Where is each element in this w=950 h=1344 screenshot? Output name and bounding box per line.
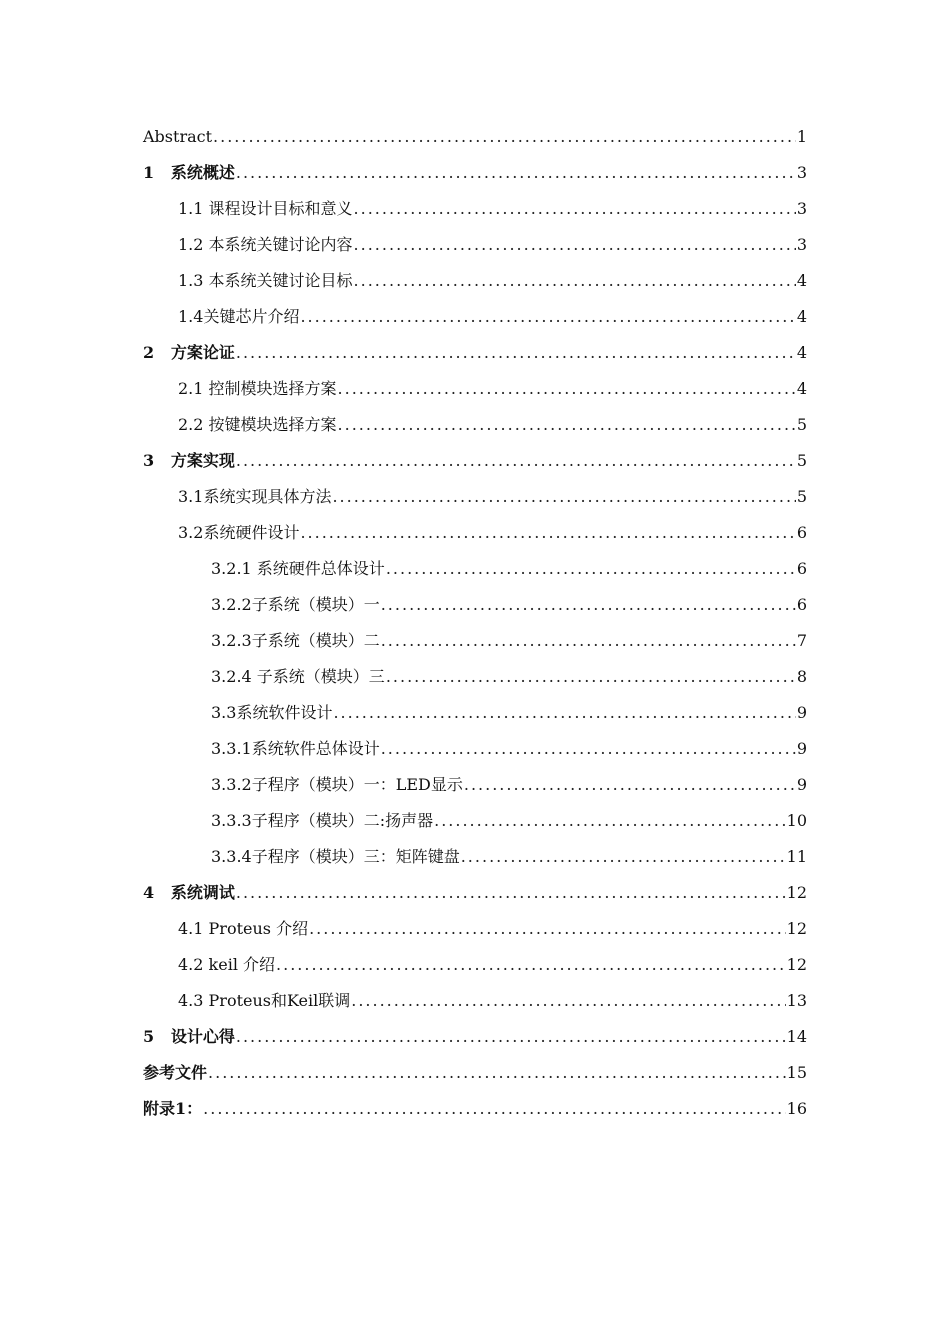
toc-entry-page: 5 [796,451,807,470]
toc-entry-title: 4.1 Proteus 介绍 [178,919,309,938]
toc-entry[interactable] [143,479,807,515]
toc-dot-leader [276,947,786,983]
toc-entry-title: 3.2.1 系统硬件总体设计 [211,559,385,578]
toc-entry[interactable] [143,731,807,767]
toc-entry[interactable] [143,587,807,623]
toc-dot-leader [338,407,796,443]
toc-entry-title: 2.1 控制模块选择方案 [178,379,337,398]
toc-entry[interactable] [143,623,807,659]
toc-dot-leader [236,335,796,371]
toc-entry-page: 4 [796,379,807,398]
toc-dot-leader [381,587,796,623]
toc-entry-title: 3 方案实现 [143,451,235,470]
toc-entry[interactable] [143,695,807,731]
toc-entry[interactable] [143,983,807,1019]
toc-entry[interactable] [143,803,807,839]
toc-entry-title: 3.2系统硬件设计 [178,523,300,542]
toc-entry-title: 1.3 本系统关键讨论目标 [178,271,353,290]
toc-entry-title: 3.2.4 子系统（模块）三 [211,667,385,686]
toc-entry-title: 3.3.4子程序（模块）三：矩阵键盘 [211,847,460,866]
toc-dot-leader [464,767,796,803]
toc-entry-page: 6 [796,559,807,578]
toc-dot-leader [386,659,796,695]
toc-entry[interactable] [143,1019,807,1055]
toc-entry[interactable] [143,515,807,551]
toc-entry-page: 15 [786,1063,807,1082]
toc-entry-title: 3.3系统软件设计 [211,703,333,722]
toc-entry-title: 4 系统调试 [143,883,235,902]
toc-entry-page: 10 [786,811,807,830]
toc-entry[interactable] [143,551,807,587]
toc-entry-title: 2 方案论证 [143,343,235,362]
toc-entry-title: 4.2 keil 介绍 [178,955,276,974]
toc-entry[interactable] [143,947,807,983]
toc-entry-page: 11 [786,847,807,866]
toc-dot-leader [213,119,796,155]
toc-entry-title: 1.4关键芯片介绍 [178,307,300,326]
toc-entry-page: 9 [796,703,807,722]
toc-entry-title: 5 设计心得 [143,1027,235,1046]
toc-entry[interactable] [143,371,807,407]
toc-entry-page: 14 [786,1027,807,1046]
toc-entry[interactable] [143,839,807,875]
toc-dot-leader [203,1091,786,1127]
toc-dot-leader [236,1019,786,1055]
toc-dot-leader [338,371,796,407]
toc-entry-title: 3.2.2子系统（模块）一 [211,595,380,614]
toc-entry[interactable] [143,335,807,371]
toc-entry[interactable] [143,911,807,947]
toc-dot-leader [434,803,786,839]
toc-entry[interactable] [143,1091,807,1127]
toc-entry-title: 附录1： [143,1099,203,1118]
toc-entry-title: 3.3.2子程序（模块）一：LED显示 [211,775,463,794]
toc-entry-title: 1.2 本系统关键讨论内容 [178,235,353,254]
toc-dot-leader [354,227,796,263]
toc-entry-title: 3.2.3子系统（模块）二 [211,631,380,650]
toc-entry[interactable] [143,407,807,443]
toc-entry-page: 7 [796,631,807,650]
toc-dot-leader [300,515,795,551]
toc-entry-page: 3 [796,163,807,182]
toc-dot-leader [208,1055,786,1091]
toc-dot-leader [461,839,786,875]
toc-entry-page: 3 [796,199,807,218]
toc-entry-page: 9 [796,775,807,794]
toc-entry-page: 3 [796,235,807,254]
toc-entry-page: 9 [796,739,807,758]
toc-entry-page: 6 [796,595,807,614]
toc-entry-page: 12 [786,883,807,902]
toc-entry-title: 2.2 按键模块选择方案 [178,415,337,434]
toc-entry[interactable] [143,443,807,479]
toc-dot-leader [386,551,796,587]
toc-dot-leader [381,623,796,659]
table-of-contents [143,119,807,1127]
toc-entry[interactable] [143,875,807,911]
toc-dot-leader [333,695,795,731]
toc-entry-page: 4 [796,271,807,290]
toc-dot-leader [332,479,795,515]
toc-entry-page: 12 [786,955,807,974]
toc-entry-title: 4.3 Proteus和Keil联调 [178,991,351,1010]
toc-entry-page: 16 [786,1099,807,1118]
toc-entry-page: 12 [786,919,807,938]
toc-entry-title: 参考文件 [143,1063,208,1082]
toc-entry-page: 4 [796,343,807,362]
toc-entry-page: 5 [796,487,807,506]
toc-entry[interactable] [143,119,807,155]
toc-dot-leader [351,983,785,1019]
toc-dot-leader [236,875,786,911]
toc-entry-title: 3.3.1系统软件总体设计 [211,739,380,758]
toc-entry[interactable] [143,659,807,695]
toc-entry-page: 1 [796,127,807,146]
toc-dot-leader [236,155,796,191]
toc-dot-leader [381,731,796,767]
toc-entry[interactable] [143,263,807,299]
toc-entry-title: 1.1 课程设计目标和意义 [178,199,353,218]
toc-entry-page: 4 [796,307,807,326]
toc-entry-page: 8 [796,667,807,686]
toc-entry-title: 3.1系统实现具体方法 [178,487,332,506]
toc-entry-title: Abstract [143,127,213,146]
toc-dot-leader [300,299,795,335]
toc-dot-leader [236,443,796,479]
toc-entry-page: 13 [786,991,807,1010]
toc-entry[interactable] [143,227,807,263]
toc-dot-leader [309,911,786,947]
toc-entry-title: 1 系统概述 [143,163,235,182]
toc-entry[interactable] [143,767,807,803]
toc-entry-page: 5 [796,415,807,434]
toc-entry[interactable] [143,191,807,227]
toc-entry-page: 6 [796,523,807,542]
toc-entry[interactable] [143,299,807,335]
toc-entry-title: 3.3.3子程序（模块）二:扬声器 [211,811,434,830]
toc-dot-leader [354,191,796,227]
toc-entry[interactable] [143,155,807,191]
toc-dot-leader [354,263,796,299]
toc-entry[interactable] [143,1055,807,1091]
